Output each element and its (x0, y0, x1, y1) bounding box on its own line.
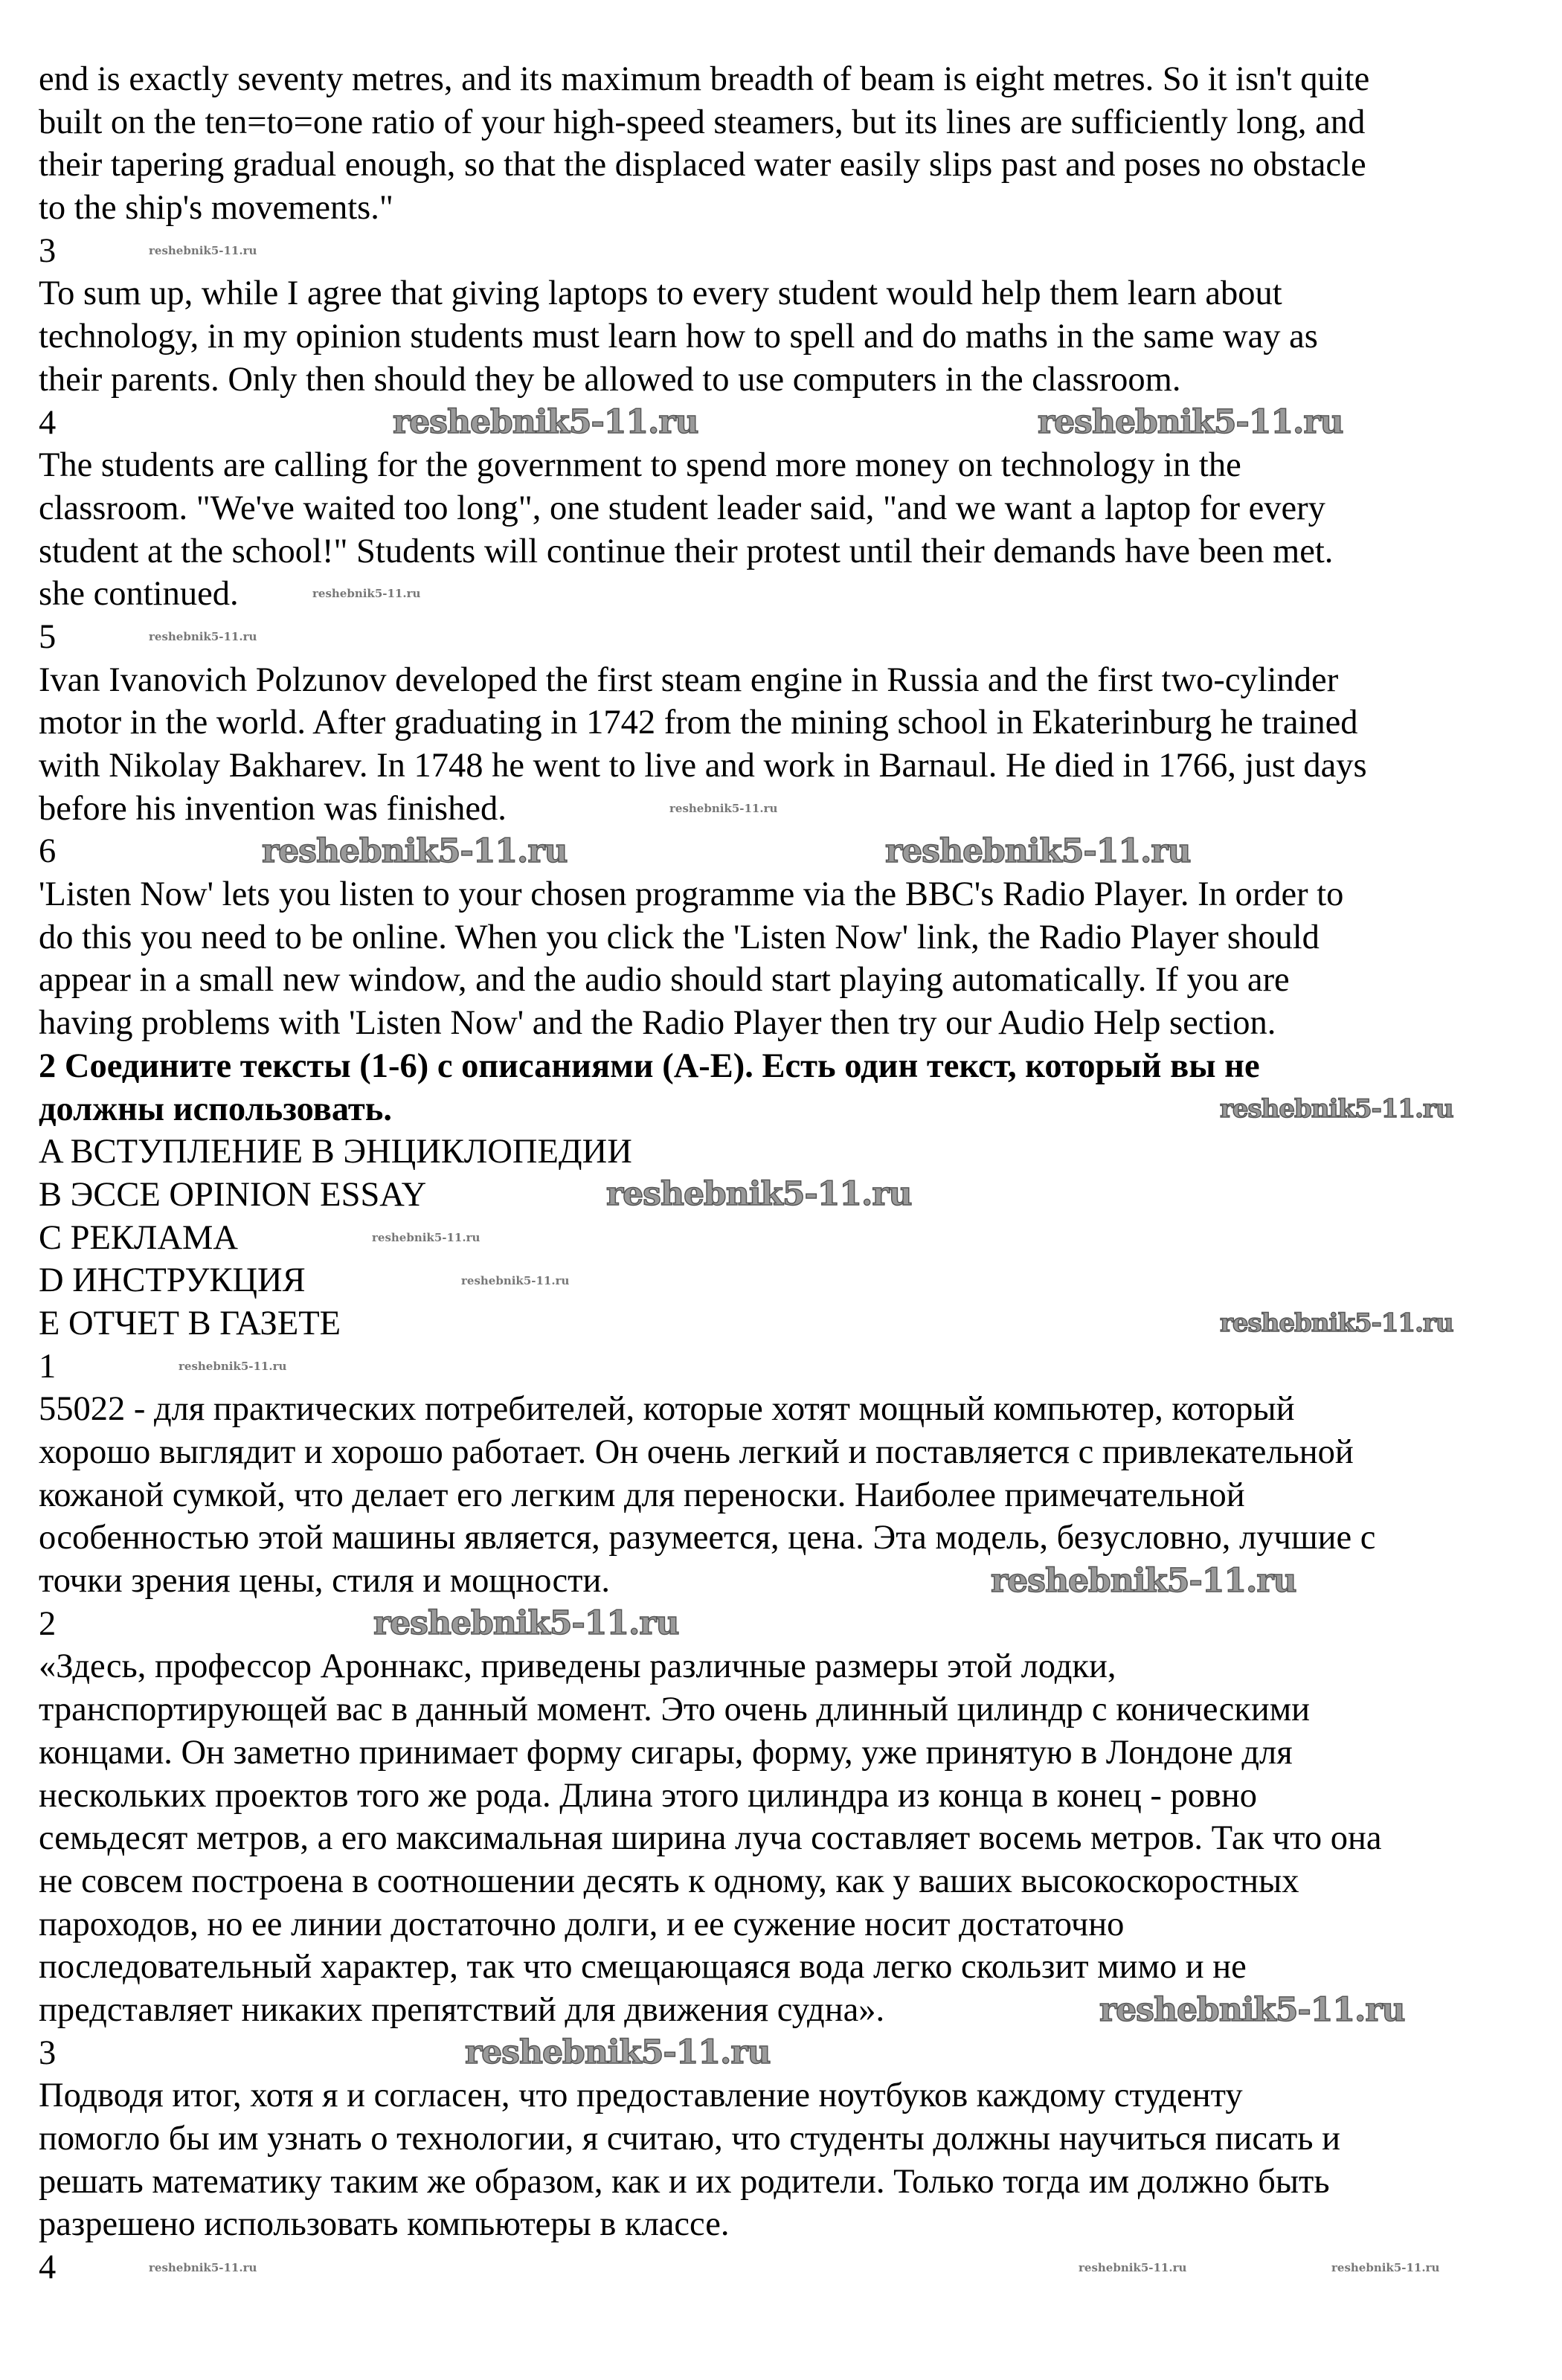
text-line: семьдесят метров, а его максимальная ширина луча составляет восемь метров. Так что она (39, 1819, 1382, 1858)
text-line: помогло бы им узнать о технологии, я считаю, что студенты должны научиться писать и (39, 2120, 1341, 2158)
text-line: A ВСТУПЛЕНИЕ В ЭНЦИКЛОПЕДИИ (39, 1133, 632, 1171)
watermark: reshebnik5-11.ru (885, 832, 1191, 870)
text-line: motor in the world. After graduating in 1742 from the mining school in Ekaterinburg he trained (39, 704, 1358, 742)
watermark: reshebnik5-11.ru (1038, 402, 1343, 441)
text-line: to the ship's movements." (39, 189, 393, 228)
text-line: 'Listen Now' lets you listen to your chosen programme via the BBC's Radio Player. In order to (39, 875, 1344, 914)
document-body (39, 58, 1534, 2289)
text-line: Ivan Ivanovich Polzunov developed the first steam engine in Russia and the first two-cylinder (39, 660, 1339, 699)
text-number: 4 (39, 403, 57, 442)
watermark: reshebnik5-11.ru (1099, 1990, 1405, 2029)
text-line: their tapering gradual enough, so that the displaced water easily slips past and poses no obstacle (39, 146, 1366, 184)
text-number: 5 (39, 617, 57, 656)
text-line: before his invention was finished. (39, 789, 507, 828)
text-line: with Nikolay Bakharev. In 1748 he went to live and work in Barnaul. He died in 1766, just days (39, 747, 1367, 785)
watermark: reshebnik5-11.ru (149, 2260, 257, 2274)
text-number: 1 (39, 1347, 57, 1386)
text-line: D ИНСТРУКЦИЯ (39, 1261, 306, 1300)
watermark: reshebnik5-11.ru (262, 832, 568, 870)
text-line: последовательный характер, так что смещающаяся вода легко скользит мимо и не (39, 1948, 1247, 1987)
text-line: пароходов, но ее линии достаточно долги, и ее сужение носит достаточно (39, 1905, 1125, 1943)
text-number: 3 (39, 231, 57, 270)
watermark: reshebnik5-11.ru (1079, 2260, 1187, 2274)
watermark: reshebnik5-11.ru (393, 402, 698, 441)
watermark: reshebnik5-11.ru (1220, 1093, 1453, 1124)
watermark: reshebnik5-11.ru (1331, 2260, 1440, 2274)
watermark: reshebnik5-11.ru (669, 801, 778, 815)
watermark: reshebnik5-11.ru (372, 1230, 481, 1244)
text-line: концами. Он заметно принимает форму сигары, форму, уже принятую в Лондоне для (39, 1733, 1293, 1772)
text-line: Подводя итог, хотя я и согласен, что предоставление ноутбуков каждому студенту (39, 2077, 1243, 2115)
text-line: their parents. Only then should they be allowed to use computers in the classroom. (39, 360, 1181, 399)
text-line: кожаной сумкой, что делает его легким для переноски. Наиболее примечательной (39, 1476, 1245, 1514)
text-line: To sum up, while I agree that giving laptops to every student would help them learn about (39, 274, 1282, 313)
text-line: built on the ten=to=one ratio of your high-speed steamers, but its lines are sufficiently long, and (39, 103, 1366, 141)
text-line: appear in a small new window, and the audio should start playing automatically. If you are (39, 961, 1290, 1000)
text-line: end is exactly seventy metres, and its maximum breadth of beam is eight metres. So it isn't quite (39, 60, 1370, 98)
text-number: 3 (39, 2033, 57, 2072)
text-line: нескольких проектов того же рода. Длина этого цилиндра из конца в конец - ровно (39, 1776, 1258, 1815)
task-heading-line: должны использовать. (39, 1090, 392, 1128)
watermark: reshebnik5-11.ru (373, 1604, 679, 1643)
text-number: 4 (39, 2248, 57, 2287)
text-line: «Здесь, профессор Ароннакс, приведены различные размеры этой лодки, (39, 1647, 1116, 1686)
text-line: E ОТЧЕТ В ГАЗЕТЕ (39, 1304, 341, 1342)
watermark: reshebnik5-11.ru (179, 1360, 287, 1373)
watermark: reshebnik5-11.ru (465, 2033, 771, 2072)
watermark: reshebnik5-11.ru (991, 1561, 1296, 1600)
text-line: точки зрения цены, стиля и мощности. (39, 1562, 610, 1601)
text-line: хорошо выглядит и хорошо работает. Он очень легкий и поставляется с привлекательной (39, 1433, 1354, 1471)
text-line: представляет никаких препятствий для движения судна». (39, 1990, 885, 2029)
text-line: решать математику таким же образом, как и их родители. Только тогда им должно быть (39, 2162, 1330, 2201)
text-line: B ЭССЕ OPINION ESSAY (39, 1175, 427, 1214)
task-heading-line: 2 Соедините тексты (1-6) с описаниями (A-E). Есть один текст, который вы не (39, 1046, 1260, 1085)
watermark: reshebnik5-11.ru (149, 630, 257, 644)
text-line: technology, in my opinion students must learn how to spell and do maths in the same way as (39, 318, 1318, 356)
watermark: reshebnik5-11.ru (606, 1175, 912, 1214)
text-line: 55022 - для практических потребителей, которые хотят мощный компьютер, который (39, 1390, 1295, 1429)
text-line: особенностью этой машины является, разумеется, цена. Эта модель, безусловно, лучшие с (39, 1519, 1376, 1557)
watermark: reshebnik5-11.ru (312, 587, 421, 601)
text-line: having problems with 'Listen Now' and the Radio Player then try our Audio Help section. (39, 1004, 1276, 1043)
text-line: classroom. "We've waited too long", one student leader said, "and we want a laptop for every (39, 489, 1325, 527)
text-number: 2 (39, 1604, 57, 1643)
text-line: she continued. (39, 575, 239, 614)
text-number: 6 (39, 832, 57, 871)
watermark: reshebnik5-11.ru (149, 243, 257, 257)
text-line: разрешено использовать компьютеры в классе. (39, 2205, 730, 2244)
text-line: student at the school!" Students will continue their protest until their demands have been met. (39, 532, 1334, 570)
watermark: reshebnik5-11.ru (1220, 1308, 1453, 1339)
watermark: reshebnik5-11.ru (461, 1273, 570, 1287)
text-line: C РЕКЛАМА (39, 1218, 238, 1257)
text-line: транспортирующей вас в данный момент. Это очень длинный цилиндр с коническими (39, 1691, 1311, 1729)
text-line: The students are calling for the government to spend more money on technology in the (39, 446, 1241, 485)
text-line: do this you need to be online. When you click the 'Listen Now' link, the Radio Player should (39, 918, 1320, 956)
text-line: не совсем построена в соотношении десять к одному, как у ваших высокоскоростных (39, 1862, 1299, 1900)
